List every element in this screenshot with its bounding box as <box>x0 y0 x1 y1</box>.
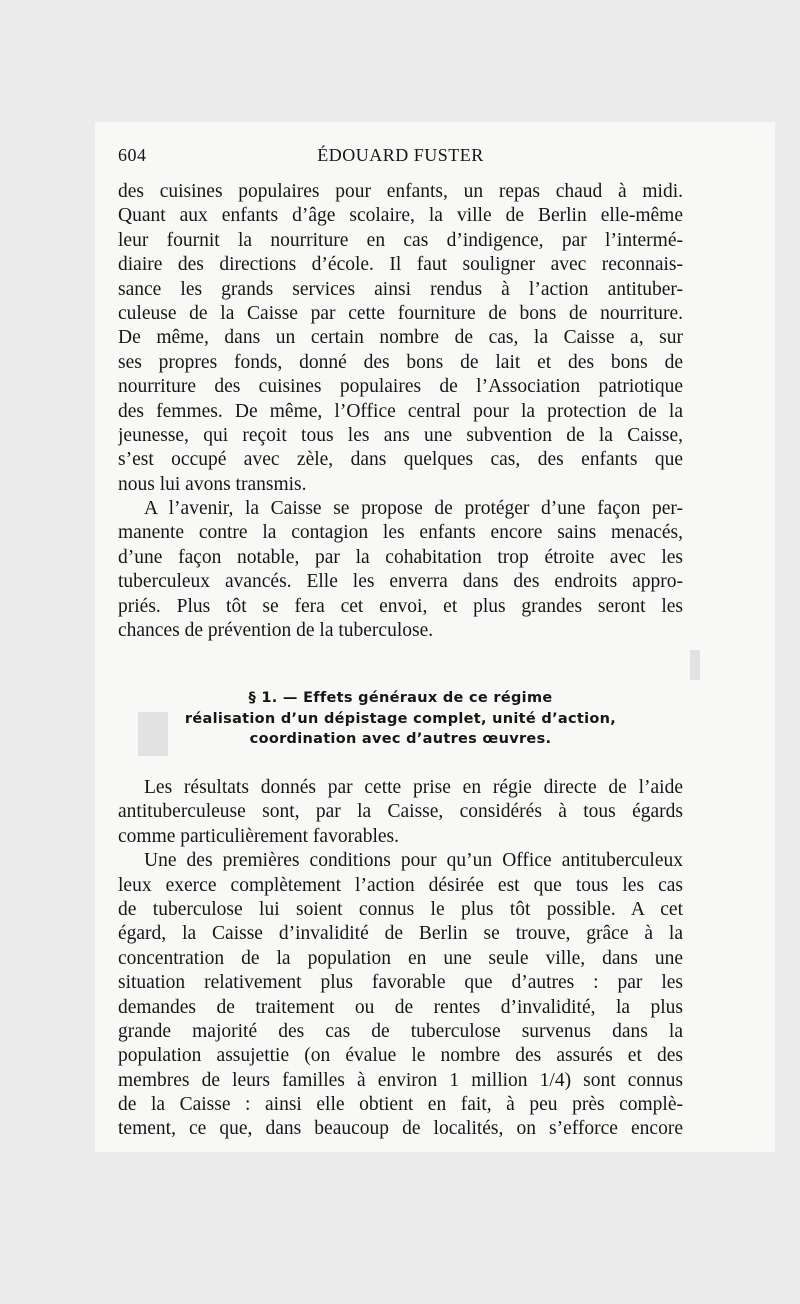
running-head: ÉDOUARD FUSTER <box>317 145 484 165</box>
page-header <box>118 145 683 169</box>
text-line: s’est occupé avec zèle, dans quelques cas, des enfants que <box>118 449 683 471</box>
text-line: nous lui avons transmis. <box>118 473 307 495</box>
text-line: chances de prévention de la tuberculose. <box>118 620 434 642</box>
text-line: De même, dans un certain nombre de cas, la Caisse a, sur <box>118 327 683 349</box>
text-line: sance les grands services ainsi rendus à l’action antituber- <box>118 278 683 300</box>
text-line: des femmes. De même, l’Office central pour la protection de la <box>118 400 683 422</box>
section-heading-line: réalisation d’un dépistage complet, unité d’action, <box>184 710 617 727</box>
text-line: culeuse de la Caisse par cette fourniture de bons de nourriture. <box>118 302 683 324</box>
page-number: 604 <box>118 145 147 165</box>
text-line: membres de leurs familles à environ 1 million 1/4) sont connus <box>118 1069 683 1091</box>
text-line: Une des premières conditions pour qu’un Office antituberculeux <box>144 850 683 872</box>
section-heading-line: § 1. — Effets généraux de ce régime <box>248 690 553 706</box>
text-line: concentration de la population en une seule ville, dans une <box>118 947 683 969</box>
text-line: A l’avenir, la Caisse se propose de protéger d’une façon per- <box>144 498 683 520</box>
text-line: de tuberculose lui soient connus le plus tôt possible. A cet <box>118 898 683 920</box>
section-heading <box>118 688 683 750</box>
text-line: d’une façon notable, par la cohabitation trop étroite avec les <box>118 546 683 568</box>
text-line: demandes de traitement ou de rentes d’invalidité, la plus <box>118 996 683 1018</box>
text-line: leur fournit la nourriture en cas d’indigence, par l’intermé- <box>118 229 683 251</box>
text-line: Quant aux enfants d’âge scolaire, la ville de Berlin elle-même <box>118 205 683 227</box>
text-line: de la Caisse : ainsi elle obtient en fait, à peu près complè- <box>118 1094 683 1116</box>
section-heading-line: coordination avec d’autres œuvres. <box>249 731 552 747</box>
text-line: des cuisines populaires pour enfants, un repas chaud à midi. <box>118 181 683 202</box>
text-line: priés. Plus tôt se fera cet envoi, et plus grandes seront les <box>118 595 683 617</box>
text-line: manente contre la contagion les enfants encore sains menacés, <box>118 522 683 544</box>
text-line: ses propres fonds, donné des bons de lait et des bons de <box>118 351 683 373</box>
text-line: antituberculeuse sont, par la Caisse, considérés à tous égards <box>118 801 683 823</box>
text-line: égard, la Caisse d’invalidité de Berlin se trouve, grâce à la <box>118 923 683 945</box>
text-line: comme particulièrement favorables. <box>118 825 399 847</box>
text-line: diaire des directions d’école. Il faut souligner avec reconnais- <box>118 254 683 276</box>
text-line: tuberculeux avancés. Elle les enverra dans des endroits appro- <box>118 571 683 593</box>
text-line: jeunesse, qui reçoit tous les ans une subvention de la Caisse, <box>118 424 683 446</box>
text-line: population assujettie (on évalue le nombre des assurés et des <box>118 1045 683 1067</box>
text-line: nourriture des cuisines populaires de l’Association patriotique <box>118 376 683 398</box>
text-line: Les résultats donnés par cette prise en régie directe de l’aide <box>144 777 683 798</box>
text-line: tement, ce que, dans beaucoup de localités, on s’efforce encore <box>118 1118 683 1140</box>
text-line: situation relativement plus favorable que d’autres : par les <box>118 972 683 994</box>
text-line: grande majorité des cas de tuberculose survenus dans la <box>118 1020 683 1042</box>
scan-artifact <box>690 650 700 680</box>
body-text-bottom <box>118 776 683 1142</box>
body-text-top <box>118 180 683 643</box>
text-line: leux exerce complètement l’action désirée est que tous les cas <box>118 874 683 896</box>
